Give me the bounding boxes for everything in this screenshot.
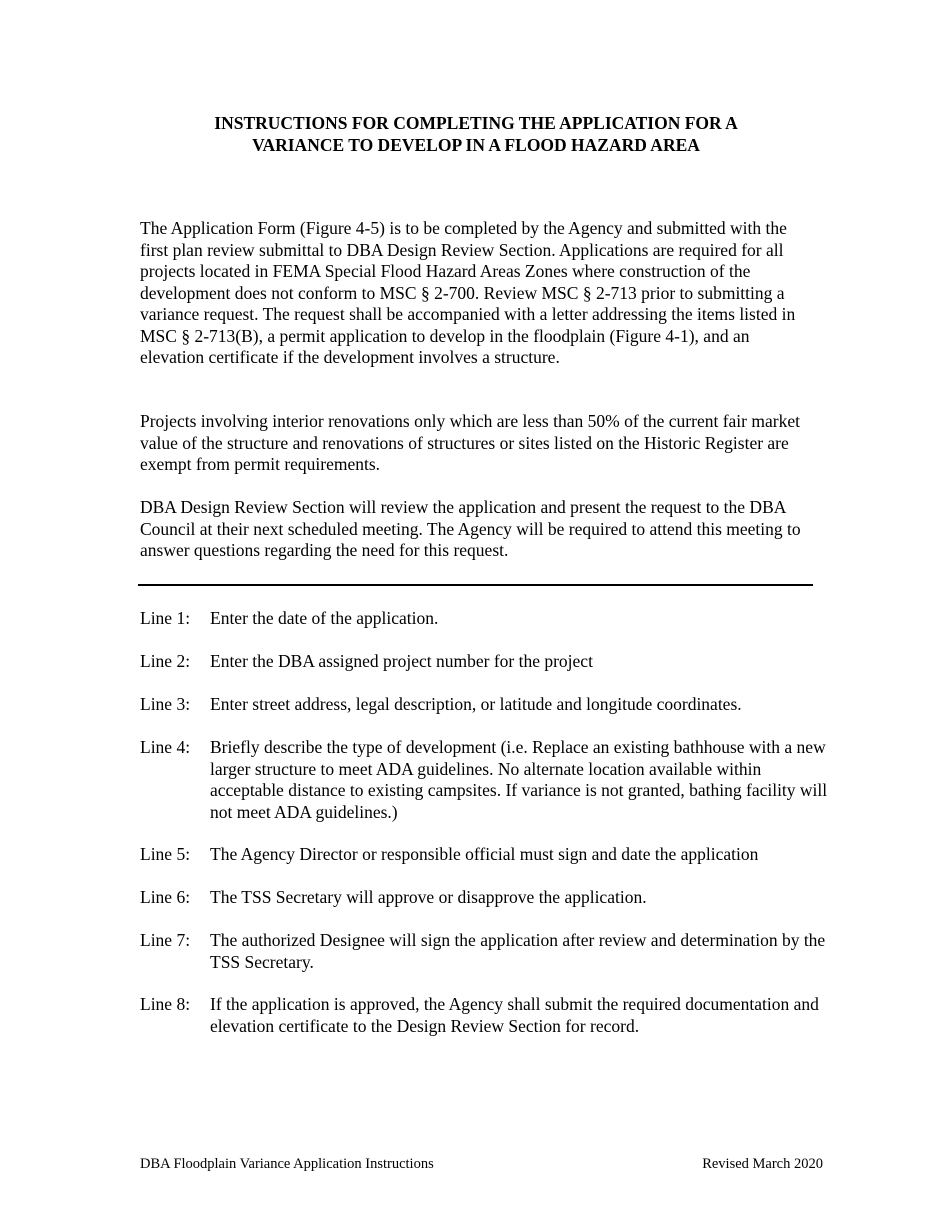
line-label: Line 3:: [140, 694, 191, 714]
line-item-5: [140, 844, 830, 866]
line-item-6: [140, 887, 830, 909]
line-label: Line 1:: [140, 608, 191, 628]
line-label: Line 5:: [140, 844, 191, 864]
footer-document-name: DBA Floodplain Variance Application Instructions: [140, 1156, 434, 1172]
intro-paragraph: The Application Form (Figure 4-5) is to be completed by the Agency and submitted with the first plan review submittal to DBA Design Review Section. Applications are required for all projects located in FEMA Special Flood Hazard Areas Zones where construction of the development does not conform to MSC § 2-700. Review MSC § 2-713 prior to submitting a variance request. The request shall be accompanied with a letter addressing the items listed in MSC § 2-713(B), a permit application to develop in the floodplain (Figure 4-1), and an elevation certificate if the development involves a structure.: [140, 218, 796, 367]
line-text: The TSS Secretary will approve or disapprove the application.: [210, 887, 647, 907]
line-item-3: [140, 694, 830, 716]
line-text: The authorized Designee will sign the application after review and determination by the TSS Secretary.: [210, 930, 826, 972]
footer-revision-date: Revised March 2020: [702, 1156, 823, 1172]
line-label: Line 8:: [140, 994, 191, 1014]
line-label: Line 6:: [140, 887, 191, 907]
line-text: The Agency Director or responsible official must sign and date the application: [210, 844, 759, 864]
line-item-8: [140, 994, 830, 1037]
line-item-2: [140, 651, 830, 673]
line-label: Line 4:: [140, 737, 191, 757]
line-label: Line 7:: [140, 930, 191, 950]
line-item-7: [140, 930, 830, 973]
section-divider: [138, 584, 813, 586]
line-label: Line 2:: [140, 651, 191, 671]
line-text: Briefly describe the type of development (i.e. Replace an existing bathhouse with a new larger structure to meet ADA guidelines. No alternate location available within acceptable distance to existing campsites. If variance is not granted, bathing facility will not meet ADA guidelines.): [210, 737, 828, 822]
line-text: If the application is approved, the Agency shall submit the required documentation and elevation certificate to the Design Review Section for record.: [210, 994, 819, 1036]
document-title: [140, 112, 812, 156]
line-text: Enter the date of the application.: [210, 608, 439, 628]
title-line-1: INSTRUCTIONS FOR COMPLETING THE APPLICATION FOR A: [214, 113, 738, 133]
line-item-1: [140, 608, 830, 630]
line-text: Enter the DBA assigned project number for the project: [210, 651, 593, 671]
title-line-2: VARIANCE TO DEVELOP IN A FLOOD HAZARD AREA: [252, 135, 700, 155]
line-text: Enter street address, legal description, or latitude and longitude coordinates.: [210, 694, 742, 714]
review-paragraph: DBA Design Review Section will review the application and present the request to the DBA Council at their next scheduled meeting. The Agency will be required to attend this meeting to answer questions regarding the need for this request.: [140, 497, 801, 560]
exemption-paragraph: Projects involving interior renovations only which are less than 50% of the current fair market value of the structure and renovations of structures or sites listed on the Historic Register are exempt from permit requirements.: [140, 411, 800, 474]
line-item-4: [140, 737, 830, 823]
